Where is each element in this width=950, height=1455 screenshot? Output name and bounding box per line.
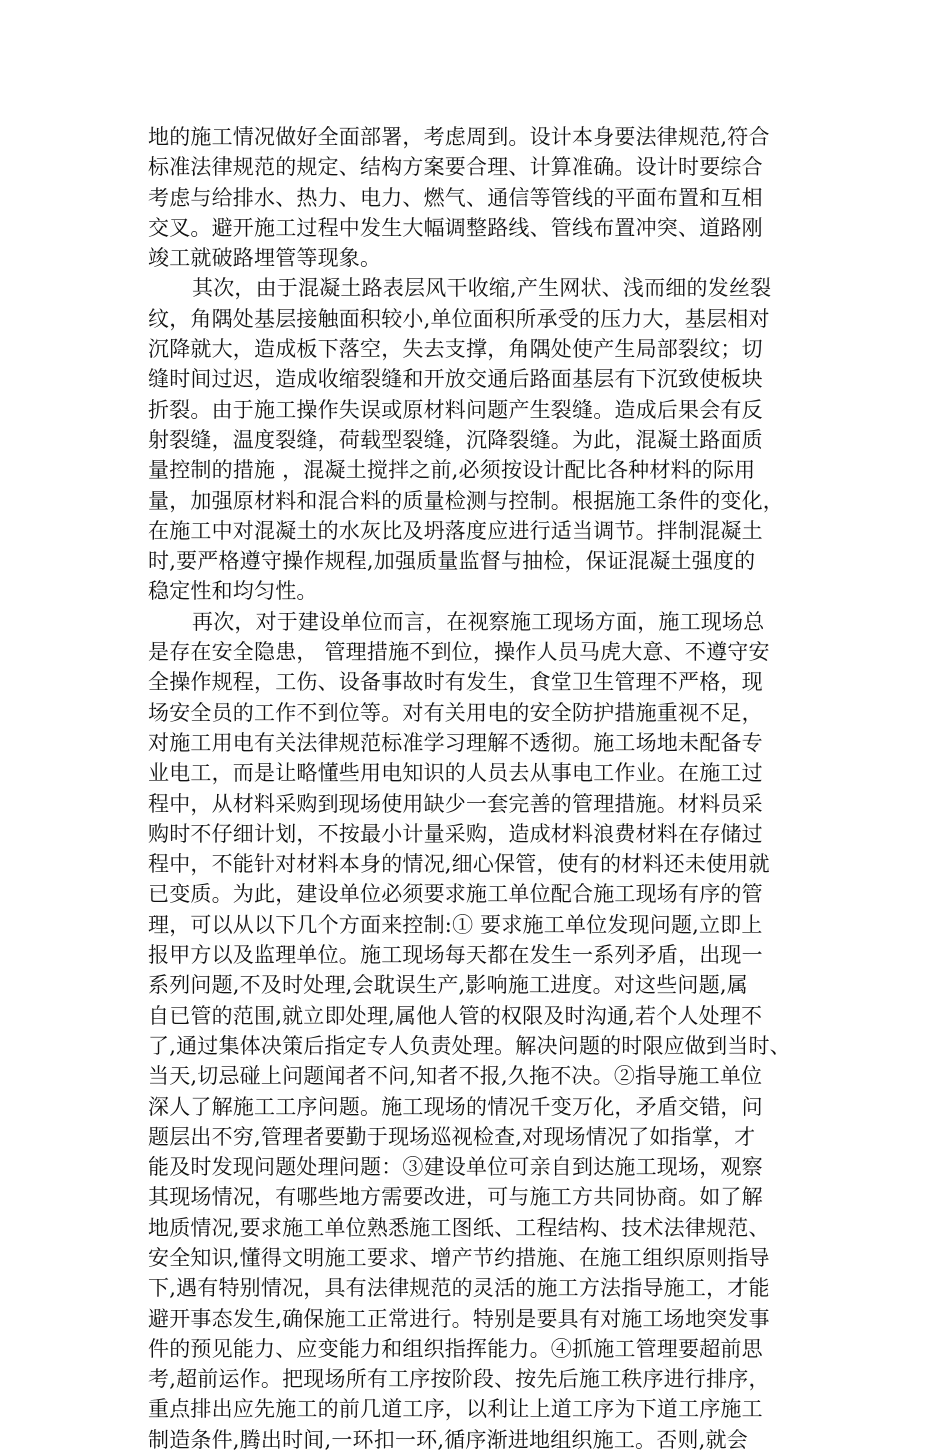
- text-line: 理，可以从以下几个方面来控制:① 要求施工单位发现问题,立即上: [148, 912, 763, 937]
- text-line: 量，加强原材料和混合料的质量检测与控制。根据施工条件的变化，: [148, 488, 784, 513]
- text-line: 件的预见能力、应变能力和组织指挥能力。④抓施工管理要超前思: [148, 1336, 763, 1361]
- text-line: 题层出不穷,管理者要勤于现场巡视检查,对现场情况了如指掌，才: [148, 1124, 756, 1149]
- text-line: 沉降就大，造成板下落空，失去支撑，角隅处使产生局部裂纹；切: [148, 337, 763, 362]
- text-line: 全操作规程，工伤、设备事故时有发生，食堂卫生管理不严格，现: [148, 670, 763, 695]
- text-line: 是存在安全隐患， 管理措施不到位，操作人员马虎大意、不遵守安: [148, 640, 770, 665]
- text-line: 制造条件,腾出时间,一环扣一环,循序渐进地组织施工。否则,就会: [148, 1427, 748, 1452]
- text-line: 考,超前运作。把现场所有工序按阶段、按先后施工秩序进行排序，: [148, 1367, 770, 1392]
- text-line: 射裂缝，温度裂缝，荷载型裂缝，沉降裂缝。为此，混凝土路面质: [148, 427, 763, 452]
- text-line: 重点排出应先施工的前几道工序，以利让上道工序为下道工序施工: [148, 1397, 763, 1422]
- text-line: 程中，从材料采购到现场使用缺少一套完善的管理措施。材料员采: [148, 791, 763, 816]
- text-line: 量控制的措施 ，混凝土搅拌之前,必须按设计配比各种材料的际用: [148, 458, 756, 483]
- text-line: 交叉。避开施工过程中发生大幅调整路线、管线布置冲突、道路刚: [148, 215, 763, 240]
- text-line: 地的施工情况做好全面部署，考虑周到。设计本身要法律规范,符合: [148, 125, 770, 149]
- text-line: 考虑与给排水、热力、电力、燃气、通信等管线的平面布置和互相: [148, 185, 763, 210]
- text-line: 缝时间过迟，造成收缩裂缝和开放交通后路面基层有下沉致使板块: [148, 367, 763, 392]
- text-line: 自已管的范围,就立即处理,属他人管的权限及时沟通,若个人处理不: [148, 1003, 763, 1028]
- text-line: 对施工用电有关法律规范标准学习理解不透彻。施工场地未配备专: [148, 730, 763, 755]
- text-line: 购时不仔细计划，不按最小计量采购，造成材料浪费材料在存储过: [148, 821, 763, 846]
- text-line: 其次，由于混凝土路表层风干收缩,产生网状、浅而细的发丝裂: [192, 276, 772, 301]
- text-line: 下,遇有特别情况，具有法律规范的灵活的施工方法指导施工，才能: [148, 1276, 770, 1301]
- text-line: 报甲方以及监理单位。施工现场每天都在发生一系列矛盾，出现一: [148, 943, 763, 968]
- text-line: 避开事态发生,确保施工正常进行。特别是要具有对施工场地突发事: [148, 1306, 770, 1331]
- text-line: 纹，角隅处基层接触面积较小,单位面积所承受的压力大，基层相对: [148, 306, 770, 331]
- text-line: 其现场情况，有哪些地方需要改进，可与施工方共同协商。如了解: [148, 1185, 763, 1210]
- text-line: 时,要严格遵守操作规程,加强质量监督与抽检，保证混凝土强度的: [148, 549, 756, 574]
- text-line: 程中，不能针对材料本身的情况,细心保管，使有的材料还未使用就: [148, 852, 770, 877]
- text-line: 已变质。为此，建设单位必须要求施工单位配合施工现场有序的管: [148, 882, 763, 907]
- text-line: 标准法律规范的规定、结构方案要合理、计算准确。设计时要综合: [148, 155, 763, 180]
- text-line: 在施工中对混凝土的水灰比及坍落度应进行适当调节。拌制混凝土: [148, 518, 763, 543]
- text-line: 竣工就破路埋管等现象。: [148, 246, 382, 271]
- text-line: 能及时发现问题处理问题：③建设单位可亲自到达施工现场，观察: [148, 1155, 763, 1180]
- text-line: 业电工，而是让略懂些用电知识的人员去从事电工作业。在施工过: [148, 761, 763, 786]
- text-line: 折裂。由于施工操作失误或原材料问题产生裂缝。造成后果会有反: [148, 397, 763, 422]
- body-text: [148, 122, 804, 1455]
- text-line: 稳定性和均匀性。: [148, 579, 318, 604]
- text-line: 深人了解施工工序问题。施工现场的情况千变万化，矛盾交错，问: [148, 1094, 763, 1119]
- text-line: 再次，对于建设单位而言，在视察施工现场方面，施工现场总: [192, 609, 765, 634]
- text-line: 地质情况,要求施工单位熟悉施工图纸、工程结构、技术法律规范、: [148, 1215, 770, 1240]
- text-line: 了,通过集体决策后指定专人负责处理。解决问题的时限应做到当时、: [148, 1033, 791, 1058]
- text-line: 当天,切忌碰上问题闻者不问,知者不报,久拖不决。②指导施工单位: [148, 1064, 763, 1089]
- text-line: 场安全员的工作不到位等。对有关用电的安全防护措施重视不足，: [148, 700, 763, 725]
- text-line: 安全知识,懂得文明施工要求、增产节约措施、在施工组织原则指导: [148, 1245, 770, 1270]
- text-line: 系列问题,不及时处理,会耽误生产,影响施工进度。对这些问题,属: [148, 973, 748, 998]
